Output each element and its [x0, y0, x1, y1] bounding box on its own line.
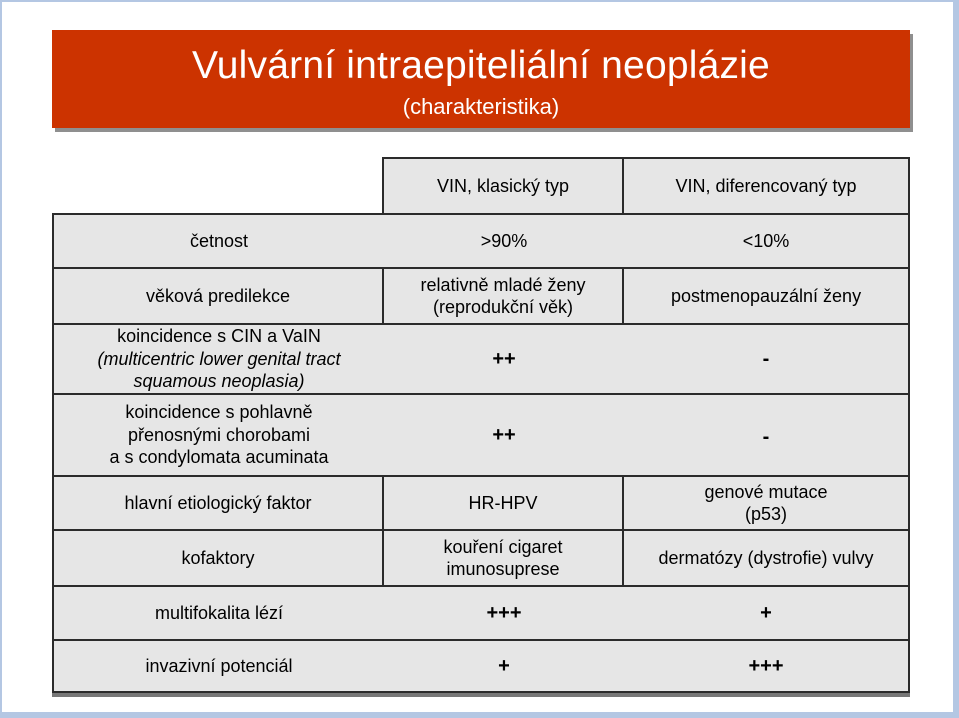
slide-subtitle: (charakteristika) — [402, 94, 560, 119]
cell-classic-etiology — [382, 475, 624, 531]
header-classic-label: VIN, klasický typ — [436, 175, 570, 196]
row-label-etiology — [52, 475, 384, 531]
cell-classic-frequency — [384, 215, 624, 267]
row-label-line2: (multicentric lower genital tract — [97, 348, 341, 369]
row-label-age — [52, 267, 384, 325]
row-label-text: invazivní potenciál — [145, 655, 293, 676]
cell-text: + — [498, 654, 510, 677]
cell-classic-invasiveness — [384, 641, 624, 691]
cell-differentiated-cofactors — [622, 529, 910, 587]
cell-text-line2: imunosuprese — [446, 559, 560, 579]
cell-text-line1: kouření cigaret — [443, 536, 563, 557]
cell-classic-cin-vain — [384, 325, 624, 393]
row-label-cofactors — [52, 529, 384, 587]
row-label-line3: a s condylomata acuminata — [109, 447, 329, 468]
row-label-multifocality — [54, 587, 384, 639]
row-label-invasiveness — [54, 641, 384, 691]
row-label-line3: squamous neoplasia) — [133, 371, 305, 392]
cell-classic-cofactors — [382, 529, 624, 587]
row-label-cin-vain — [54, 325, 384, 393]
cell-text: <10% — [742, 230, 790, 251]
cell-text: postmenopauzální ženy — [670, 285, 862, 306]
cell-text: >90% — [480, 230, 528, 251]
cell-differentiated-age — [622, 267, 910, 325]
row-label-frequency — [54, 215, 384, 267]
row-label-text: věková predilekce — [145, 285, 291, 306]
cell-differentiated-sti — [624, 395, 908, 475]
row-label-line1: koincidence s pohlavně — [125, 402, 313, 423]
cell-text-line2: (p53) — [744, 504, 788, 524]
row-label-text: multifokalita lézí — [154, 602, 284, 623]
cell-classic-sti — [384, 395, 624, 475]
cell-text: HR-HPV — [468, 492, 538, 513]
cell-text: - — [762, 426, 770, 448]
title-banner — [52, 30, 910, 128]
cell-differentiated-cin-vain — [624, 325, 908, 393]
cell-differentiated-etiology — [622, 475, 910, 531]
cell-classic-multifocality — [384, 587, 624, 639]
cell-text: +++ — [748, 654, 784, 677]
cell-text: - — [762, 348, 770, 370]
header-classic — [382, 157, 624, 215]
row-label-text: hlavní etiologický faktor — [124, 492, 312, 513]
cell-text-line1: relativně mladé ženy — [420, 274, 586, 295]
row-label-text: kofaktory — [181, 547, 255, 568]
header-differentiated-label: VIN, diferencovaný typ — [675, 175, 857, 196]
cell-differentiated-multifocality — [624, 587, 908, 639]
cell-text: ++ — [492, 347, 516, 370]
cell-differentiated-frequency — [624, 215, 908, 267]
cell-text: dermatózy (dystrofie) vulvy — [658, 547, 874, 568]
cell-text: +++ — [486, 601, 522, 624]
cell-text-line2: (reprodukční věk) — [432, 297, 574, 317]
row-label-line1: koincidence s CIN a VaIN — [117, 326, 321, 347]
row-label-sti — [54, 395, 384, 475]
header-differentiated — [622, 157, 910, 215]
row-label-line2: přenosnými chorobami — [127, 424, 311, 445]
slide — [2, 2, 953, 712]
cell-differentiated-invasiveness — [624, 641, 908, 691]
slide-title: Vulvární intraepiteliální neoplázie — [192, 44, 770, 87]
cell-classic-age — [382, 267, 624, 325]
cell-text: + — [760, 601, 772, 624]
cell-text: ++ — [492, 423, 516, 446]
row-label-text: četnost — [189, 230, 249, 251]
cell-text-line1: genové mutace — [704, 481, 828, 502]
